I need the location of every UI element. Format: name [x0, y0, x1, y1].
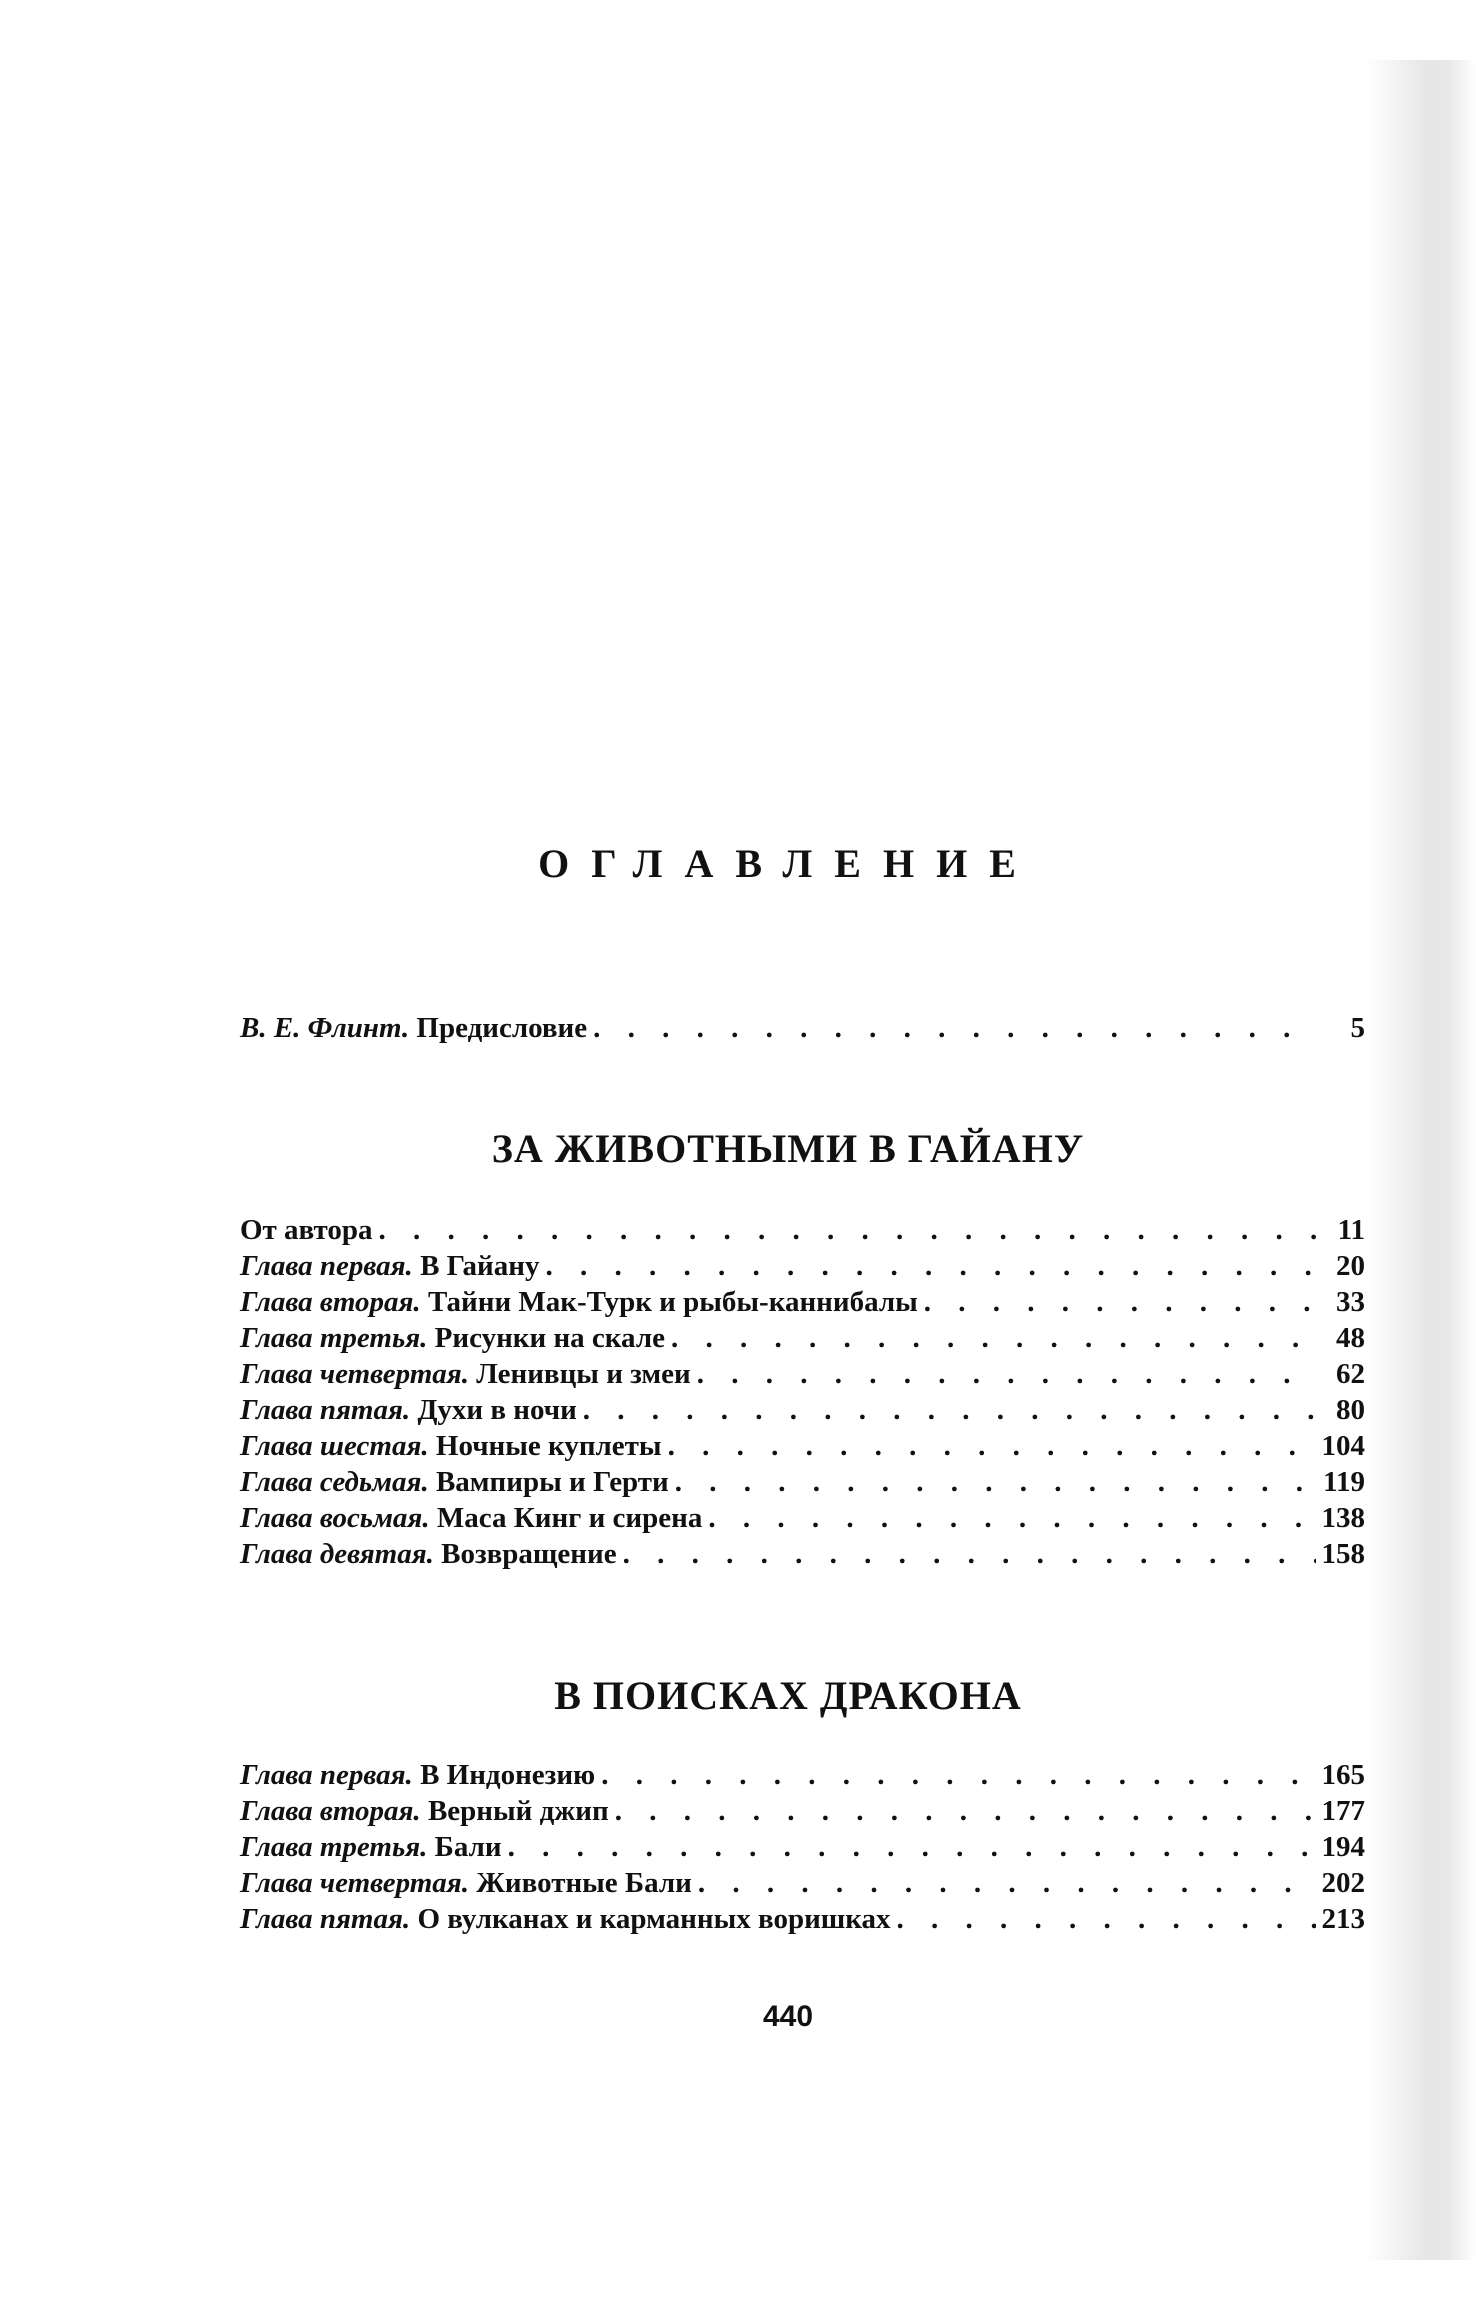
leader-dots	[897, 1901, 1316, 1937]
entry-title: Ленивцы и змеи	[476, 1358, 691, 1390]
entry-title: Бали	[434, 1831, 502, 1863]
section-title-dragon: В ПОИСКАХ ДРАКОНА	[554, 1673, 1022, 1718]
entry-page: 138	[1321, 1502, 1365, 1534]
entry-title: Ночные куплеты	[435, 1430, 662, 1462]
entry-page: 62	[1336, 1358, 1365, 1390]
chapter-label: Глава третья.	[240, 1831, 428, 1863]
entry-title: Животные Бали	[476, 1867, 692, 1899]
preface-author: В. Е. Флинт.	[240, 1012, 410, 1044]
entry-page: 11	[1337, 1214, 1365, 1246]
leader-dots	[623, 1536, 1316, 1572]
preface-label: Предисловие	[416, 1012, 588, 1044]
leader-dots	[508, 1829, 1316, 1865]
toc-entry[interactable]	[240, 1320, 1365, 1356]
chapter-label: Глава четвертая.	[240, 1867, 469, 1899]
leader-dots	[378, 1212, 1319, 1248]
entry-page: 20	[1336, 1250, 1365, 1282]
entry-title: Рисунки на скале	[434, 1322, 665, 1354]
preface-page: 5	[1350, 1012, 1365, 1044]
leader-dots	[698, 1865, 1316, 1901]
chapter-label: Глава седьмая.	[240, 1466, 429, 1498]
toc-list-guyana	[240, 1212, 1365, 1572]
section-title-guyana: ЗА ЖИВОТНЫМИ В ГАЙАНУ	[491, 1126, 1085, 1171]
entry-page: 104	[1321, 1430, 1365, 1462]
toc-entry[interactable]	[240, 1428, 1365, 1464]
entry-title: Духи в ночи	[417, 1394, 577, 1426]
entry-page: 165	[1321, 1759, 1365, 1791]
toc-entry[interactable]	[240, 1464, 1365, 1500]
chapter-label: Глава вторая.	[240, 1795, 421, 1827]
entry-page: 158	[1321, 1538, 1365, 1570]
page-number: 440	[762, 2000, 814, 2033]
entry-title: Возвращение	[441, 1538, 617, 1570]
entry-title: О вулканах и карманных воришках	[417, 1903, 891, 1935]
chapter-label: Глава первая.	[240, 1250, 413, 1282]
leader-dots	[583, 1392, 1319, 1428]
leader-dots	[708, 1500, 1315, 1536]
entry-title: В Гайану	[420, 1250, 540, 1282]
page-title: ОГЛАВЛЕНИЕ	[538, 841, 1038, 886]
entry-title: Вампиры и Герти	[435, 1466, 669, 1498]
leader-dots	[593, 1010, 1319, 1046]
entry-title: Маса Кинг и сирена	[436, 1502, 703, 1534]
entry-page: 213	[1321, 1903, 1365, 1935]
toc-entry[interactable]	[240, 1248, 1365, 1284]
chapter-label: Глава первая.	[240, 1759, 413, 1791]
toc-list-dragon	[240, 1757, 1365, 1937]
chapter-label: Глава девятая.	[240, 1538, 434, 1570]
chapter-label: Глава четвертая.	[240, 1358, 469, 1390]
entry-title: Верный джип	[427, 1795, 609, 1827]
chapter-label: Глава пятая.	[240, 1903, 411, 1935]
intro-list	[240, 1010, 1365, 1046]
toc-entry[interactable]	[240, 1865, 1365, 1901]
chapter-label: Глава вторая.	[240, 1286, 421, 1318]
leader-dots	[668, 1428, 1316, 1464]
entry-page: 119	[1323, 1466, 1365, 1498]
entry-page: 80	[1336, 1394, 1365, 1426]
entry-page: 177	[1321, 1795, 1365, 1827]
toc-entry[interactable]	[240, 1536, 1365, 1572]
toc-entry[interactable]	[240, 1284, 1365, 1320]
toc-entry[interactable]	[240, 1500, 1365, 1536]
leader-dots	[924, 1284, 1319, 1320]
leader-dots	[615, 1793, 1316, 1829]
entry-page: 33	[1336, 1286, 1365, 1318]
chapter-label: Глава восьмая.	[240, 1502, 430, 1534]
toc-entry[interactable]	[240, 1356, 1365, 1392]
chapter-label: Глава пятая.	[240, 1394, 411, 1426]
chapter-label: Глава шестая.	[240, 1430, 429, 1462]
leader-dots	[671, 1320, 1319, 1356]
toc-entry[interactable]	[240, 1392, 1365, 1428]
entry-page: 202	[1321, 1867, 1365, 1899]
toc-entry[interactable]	[240, 1829, 1365, 1865]
entry-title: Тайни Мак-Турк и рыбы-каннибалы	[427, 1286, 918, 1318]
chapter-label: Глава третья.	[240, 1322, 428, 1354]
toc-entry-preface[interactable]	[240, 1010, 1365, 1046]
entry-page: 194	[1321, 1831, 1365, 1863]
leader-dots	[675, 1464, 1317, 1500]
entry-title: В Индонезию	[420, 1759, 596, 1791]
toc-entry[interactable]	[240, 1212, 1365, 1248]
leader-dots	[545, 1248, 1319, 1284]
toc-entry[interactable]	[240, 1757, 1365, 1793]
leader-dots	[601, 1757, 1315, 1793]
toc-entry[interactable]	[240, 1901, 1365, 1937]
leader-dots	[697, 1356, 1319, 1392]
entry-page: 48	[1336, 1322, 1365, 1354]
toc-entry[interactable]	[240, 1793, 1365, 1829]
entry-title: От автора	[240, 1214, 373, 1246]
